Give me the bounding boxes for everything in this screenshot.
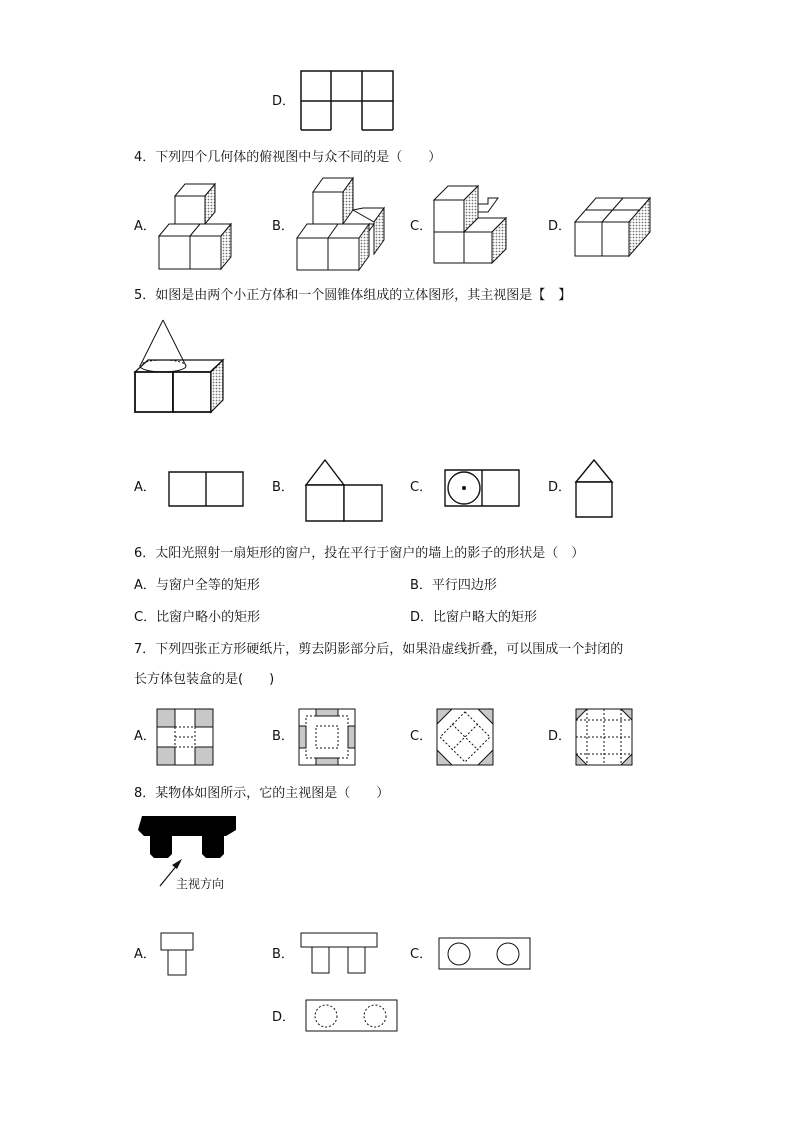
q5-option-d-figure <box>575 458 615 520</box>
q4-option-d-label: D． <box>548 219 572 234</box>
q6-option-c: C．比窗户略小的矩形 <box>134 610 261 625</box>
q4-option-a-figure <box>156 180 236 272</box>
q7-option-d-label: D． <box>548 729 572 744</box>
q8-direction-label: 主视方向 <box>176 877 225 891</box>
q7-option-c-label: C． <box>410 729 433 744</box>
q8-stem: 8．某物体如图所示，它的主视图是（ ） <box>134 786 390 801</box>
q5-option-a-label: A． <box>134 480 156 495</box>
q5-option-b-figure <box>305 458 385 524</box>
q7-option-a-figure <box>156 708 214 766</box>
q4-option-c-figure <box>432 184 524 266</box>
q3-option-d-label: D． <box>272 94 296 109</box>
q8-option-c-figure <box>438 937 532 971</box>
q8-option-d-figure <box>305 999 399 1033</box>
q4-option-c-label: C． <box>410 219 433 234</box>
q4-option-a-label: A． <box>134 219 156 234</box>
q8-option-b-label: B． <box>272 947 294 962</box>
q5-option-c-figure <box>444 468 522 508</box>
q8-option-a-label: A． <box>134 947 156 962</box>
q6-option-a: A．与窗户全等的矩形 <box>134 578 260 593</box>
q7-stem-line-1: 7．下列四张正方形硬纸片，剪去阴影部分后，如果沿虚线折叠，可以围成一个封闭的 <box>134 642 624 657</box>
q7-stem-line-2: 长方体包装盒的是( ) <box>134 672 275 687</box>
q8-option-b-figure <box>300 932 380 976</box>
q5-main-figure <box>134 318 228 414</box>
q6-option-b: B．平行四边形 <box>410 578 497 593</box>
q5-option-c-label: C． <box>410 480 433 495</box>
q5-option-a-figure <box>168 470 246 508</box>
q4-option-b-label: B． <box>272 219 294 234</box>
q7-option-a-label: A． <box>134 729 156 744</box>
q8-option-c-label: C． <box>410 947 433 962</box>
q7-option-c-figure <box>436 708 494 766</box>
q3-option-d-figure <box>300 70 396 132</box>
q8-option-d-label: D． <box>272 1010 296 1025</box>
q4-stem: 4．下列四个几何体的俯视图中与众不同的是（ ） <box>134 150 442 165</box>
q6-stem: 6．太阳光照射一扇矩形的窗户，投在平行于窗户的墙上的影子的形状是（ ） <box>134 546 585 561</box>
q7-option-d-figure <box>575 708 633 766</box>
q7-option-b-label: B． <box>272 729 294 744</box>
q5-option-d-label: D． <box>548 480 572 495</box>
q6-option-d: D．比窗户略大的矩形 <box>410 610 538 625</box>
q8-option-a-figure <box>160 932 196 978</box>
q5-option-b-label: B． <box>272 480 294 495</box>
q4-option-b-figure <box>294 176 390 272</box>
q7-option-b-figure <box>298 708 356 766</box>
q4-option-d-figure <box>572 194 656 260</box>
q5-stem: 5．如图是由两个小正方体和一个圆锥体组成的立体图形，其主视图是【 】 <box>134 288 572 303</box>
